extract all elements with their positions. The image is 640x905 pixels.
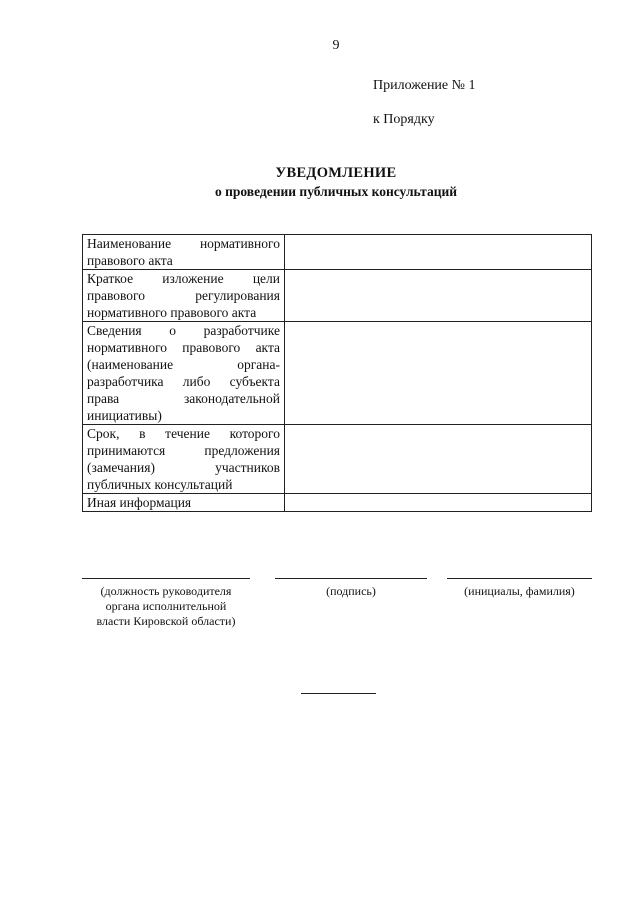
row-value-act-name[interactable] <box>285 235 592 270</box>
appendix-reference: к Порядку <box>373 112 435 127</box>
name-signature-line <box>447 578 592 579</box>
row-value-other-info[interactable] <box>285 494 592 512</box>
end-of-document-rule <box>301 693 376 694</box>
row-label-deadline: Срок, в течение которого принимаются предложения (замечания) участников публичных консультаций <box>83 425 285 494</box>
row-label-other-info: Иная информация <box>83 494 285 512</box>
signature-line <box>275 578 427 579</box>
appendix-number: Приложение № 1 <box>373 78 476 93</box>
position-caption-line: (должность руководителя <box>100 584 232 598</box>
position-signature-line <box>82 578 250 579</box>
table-row <box>83 425 592 494</box>
row-value-deadline[interactable] <box>285 425 592 494</box>
row-label-purpose: Краткое изложение цели правового регулирования нормативного правового акта <box>83 270 285 322</box>
notice-table <box>82 234 592 512</box>
page-number: 9 <box>332 38 340 53</box>
position-caption-line: органа исполнительной <box>105 599 227 613</box>
row-value-purpose[interactable] <box>285 270 592 322</box>
signature-caption: (подпись) <box>326 584 376 598</box>
row-label-developer: Сведения о разработчике нормативного правового акта (наименование органа-разработчика либо субъекта права законодательной инициативы) <box>83 322 285 425</box>
table-row <box>83 322 592 425</box>
table-row <box>83 235 592 270</box>
row-label-act-name: Наименование нормативного правового акта <box>83 235 285 270</box>
row-value-developer[interactable] <box>285 322 592 425</box>
table-row <box>83 494 592 512</box>
document-title: УВЕДОМЛЕНИЕ <box>275 165 397 181</box>
name-caption: (инициалы, фамилия) <box>464 584 575 598</box>
document-subtitle: о проведении публичных консультаций <box>214 184 458 199</box>
position-caption-line: власти Кировской области) <box>96 614 236 628</box>
position-caption <box>82 584 250 629</box>
table-row <box>83 270 592 322</box>
